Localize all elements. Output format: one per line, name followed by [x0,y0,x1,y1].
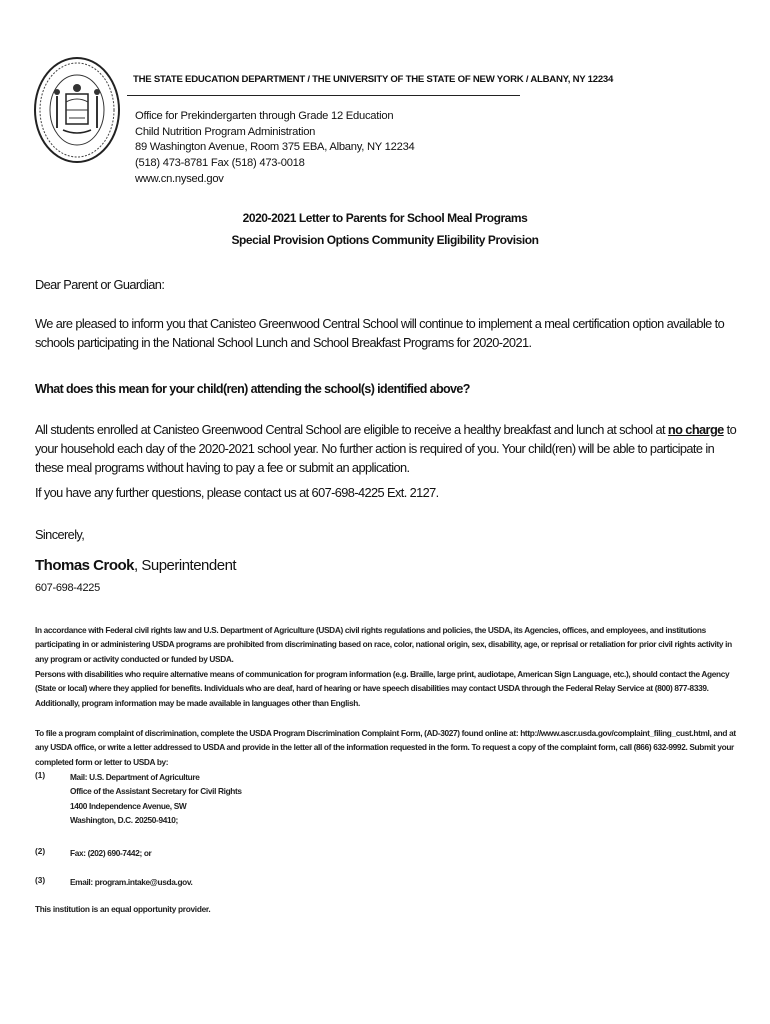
closing: Sincerely, [35,527,85,542]
question-heading: What does this mean for your child(ren) attending the school(s) identified above? [35,382,470,396]
office-website-line: www.cn.nysed.gov [135,172,224,185]
office-line: 89 Washington Avenue, Room 375 EBA, Albany, NY 12234 [135,141,415,154]
nondiscrimination-statement: In accordance with Federal civil rights law and U.S. Department of Agriculture (USDA) civil rights regulations and policies, the USDA, its Agencies, offices, and employees, and institutions participating in or administering USDA programs are prohibited from discriminating based on race, color, national origin, sex, disability, age, or reprisal or retaliation for prior civil rights activity in any program or activity conducted or funded by USDA. [35,625,732,664]
salutation: Dear Parent or Guardian: [35,277,165,292]
list-item-number: (2) [35,846,46,856]
nys-seal-logo [33,56,121,164]
office-line: Child Nutrition Program Administration [135,125,316,138]
list-item-number: (1) [35,770,46,780]
office-phone-line: (518) 473-8781 Fax (518) 473-0018 [135,157,305,170]
eligibility-text-end: to your household each day of the 2020-2021 school year. No further action is required of you. Your child(ren) will be able to participate in these meal programs without having to pay a fee or submit an application. [35,422,737,475]
mail-line: 1400 Independence Avenue, SW [70,800,187,811]
mail-line: Office of the Assistant Secretary for Civil Rights [70,786,242,797]
signer-title: , Superintendent [134,557,237,574]
disability-statement: Persons with disabilities who require alternative means of communication for program information (e.g. Braille, large print, audiotape, American Sign Language, etc.), should contact the Agency (State or local) where they applied for benefits. Individuals who are deaf, hard of hearing or have speech disabilities may contact USDA through the Federal Relay Service at (800) 877-8339. Additionally, program information may be made available in languages other than English. [35,669,730,708]
letter-title: 2020-2021 Letter to Parents for School Meal Programs [242,211,528,225]
signer-phone: 607-698-4225 [35,582,100,594]
mail-line: Washington, D.C. 20250-9410; [70,815,178,826]
letter-subtitle: Special Provision Options Community Eligibility Provision [231,233,539,247]
signer-name: Thomas Crook [35,557,135,574]
contact-paragraph: If you have any further questions, please contact us at 607-698-4225 Ext. 2127. [35,485,439,500]
list-item-number: (3) [35,875,46,885]
no-charge-emphasis: no charge [667,422,724,437]
intro-paragraph: We are pleased to inform you that Canisteo Greenwood Central School will continue to implement a meal certification option available to schools participating in the National School Lunch and School Breakfast Programs for 2020-2021. [35,316,725,350]
office-address-block [135,109,415,188]
list-item-email: Email: program.intake@usda.gov. [70,877,193,887]
equal-opportunity-statement: This institution is an equal opportunity provider. [35,904,211,914]
header-divider [127,95,520,96]
eligibility-paragraph [35,420,740,477]
signature-line [35,557,236,574]
eligibility-text-start: All students enrolled at Canisteo Greenwood Central School are eligible to receive a healthy breakfast and lunch at school at [35,422,668,437]
list-item-fax: Fax: (202) 690-7442; or [70,848,152,858]
complaint-statement: To file a program complaint of discrimination, complete the USDA Program Discrimination Complaint Form, (AD-3027) found online at: http://www.ascr.usda.gov/complaint_filing_cust.html, and at any USDA office, or write a letter addressed to USDA and provide in the letter all of the information requested in the form. To request a copy of the complaint form, call (866) 632-9992. Submit your completed form or letter to USDA by: [35,728,736,767]
office-line: Office for Prekindergarten through Grade 12 Education [135,110,394,122]
department-header: THE STATE EDUCATION DEPARTMENT / THE UNIVERSITY OF THE STATE OF NEW YORK / ALBANY, NY 12234 [133,74,614,85]
list-item-mail [70,770,242,828]
mail-line: Mail: U.S. Department of Agriculture [70,772,200,782]
